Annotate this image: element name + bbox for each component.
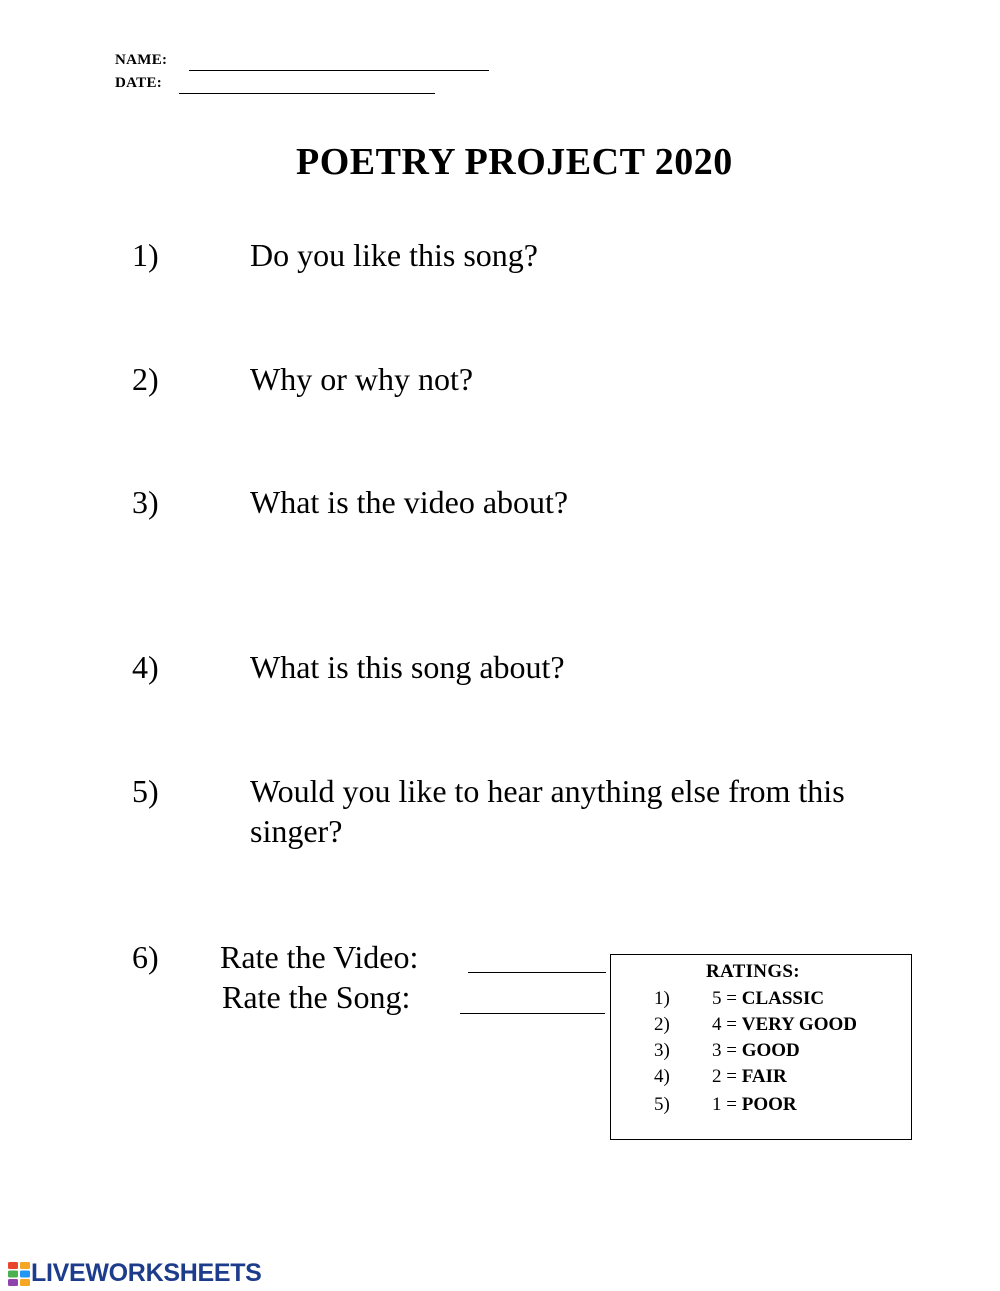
rating-item-number: 2)	[654, 1014, 670, 1035]
rating-score: 3 =	[712, 1040, 737, 1061]
rate-song-label: Rate the Song:	[222, 979, 411, 1015]
rating-label: CLASSIC	[741, 988, 825, 1009]
rating-item-poor	[712, 1094, 797, 1116]
rating-item-fair	[712, 1066, 787, 1088]
rating-score: 4 =	[712, 1014, 737, 1035]
rating-item-very-good	[712, 1014, 857, 1036]
question-5-text-line1: Would you like to hear anything else from this	[250, 773, 845, 809]
liveworksheets-logo-icon	[8, 1262, 30, 1286]
question-3-text: What is the video about?	[250, 484, 569, 520]
question-5-number: 5)	[132, 773, 159, 809]
question-6-number: 6)	[132, 939, 159, 975]
question-2-text: Why or why not?	[250, 361, 474, 397]
rating-label: GOOD	[741, 1040, 800, 1061]
question-2-number: 2)	[132, 361, 159, 397]
rate-song-blank[interactable]	[460, 1013, 605, 1014]
rating-item-number: 5)	[654, 1094, 670, 1115]
rating-item-number: 1)	[654, 988, 670, 1009]
question-1-text: Do you like this song?	[250, 237, 538, 273]
rate-video-label: Rate the Video:	[220, 939, 419, 975]
question-1-number: 1)	[132, 237, 159, 273]
rating-score: 2 =	[712, 1066, 737, 1087]
rating-item-classic	[712, 988, 824, 1010]
date-field[interactable]	[179, 93, 435, 94]
rating-label: POOR	[741, 1094, 797, 1115]
rating-score: 1 =	[712, 1094, 737, 1115]
rate-video-blank[interactable]	[468, 972, 606, 973]
question-5-text-line2: singer?	[250, 813, 343, 849]
question-4-number: 4)	[132, 649, 159, 685]
rating-score: 5 =	[712, 988, 737, 1009]
name-label: NAME:	[115, 52, 168, 68]
rating-item-number: 4)	[654, 1066, 670, 1087]
rating-item-number: 3)	[654, 1040, 670, 1061]
name-field[interactable]	[189, 70, 489, 71]
rating-item-good	[712, 1040, 800, 1062]
page-title: POETRY PROJECT 2020	[296, 141, 733, 183]
brand-wordmark: LIVEWORKSHEETS	[31, 1259, 262, 1287]
rating-label: FAIR	[741, 1066, 787, 1087]
question-4-text: What is this song about?	[250, 649, 565, 685]
question-3-number: 3)	[132, 484, 159, 520]
rating-label: VERY GOOD	[741, 1014, 857, 1035]
ratings-box	[610, 954, 912, 1140]
ratings-title: RATINGS:	[706, 961, 800, 982]
date-label: DATE:	[115, 75, 163, 91]
